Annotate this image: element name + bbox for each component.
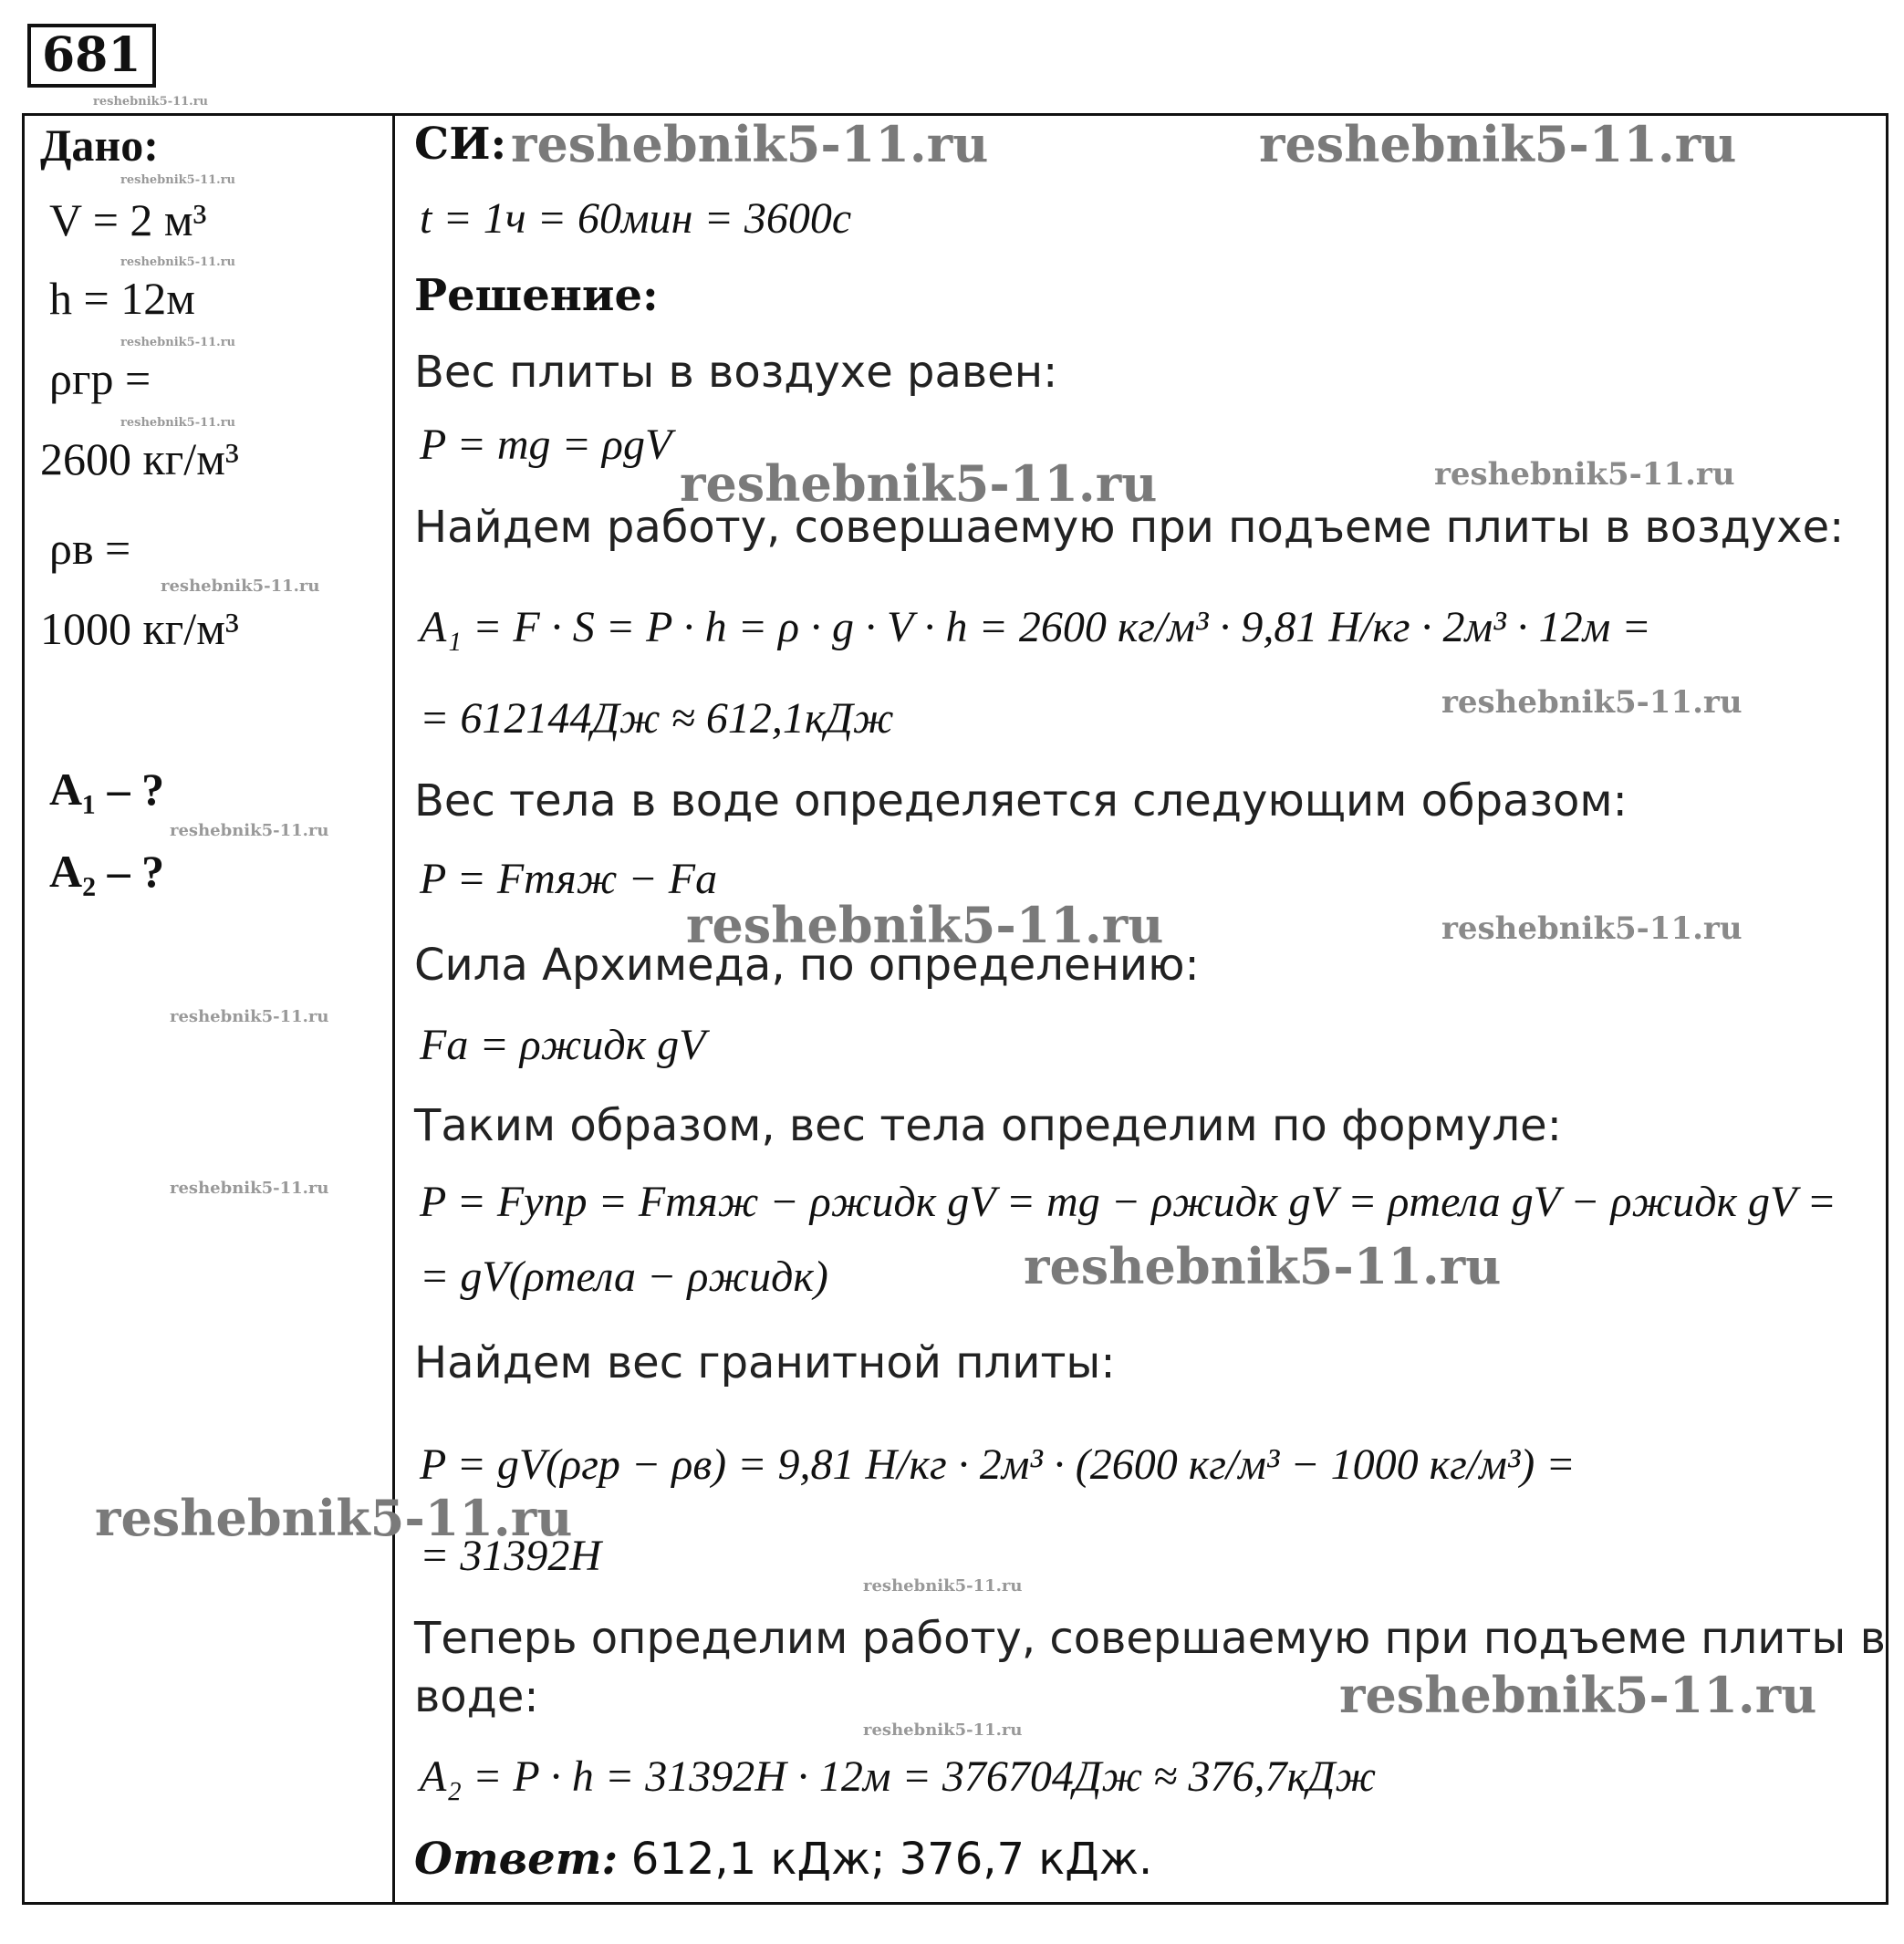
answer	[414, 1834, 1152, 1885]
given-volume: V = 2 м³	[49, 194, 207, 245]
answer-label: Ответ:	[414, 1834, 619, 1885]
watermark: reshebnik5-11.ru	[1441, 910, 1743, 947]
watermark: reshebnik5-11.ru	[1339, 1666, 1817, 1724]
watermark: reshebnik5-11.ru	[1259, 115, 1737, 173]
watermark: reshebnik5-11.ru	[680, 454, 1158, 513]
si-time-conversion: t = 1ч = 60мин = 3600с	[420, 194, 852, 243]
step-weight-in-air: Вес плиты в воздухе равен:	[414, 347, 1058, 398]
step-weight-formula: Таким образом, вес тела определим по формуле:	[414, 1100, 1562, 1151]
given-heading: Дано:	[40, 120, 159, 171]
watermark: reshebnik5-11.ru	[1024, 1237, 1502, 1295]
step-work-in-water-1: Теперь определим работу, совершаемую при подъеме плиты в	[414, 1613, 1886, 1664]
formula-granite-weight: P = gV(ρгр − ρв) = 9,81 Н/кг · 2м³ · (2600 кг/м³ − 1000 кг/м³) =	[420, 1440, 1576, 1489]
formula-archimedes: Fа = ρжидк gV	[420, 1021, 706, 1069]
formula-weight: P = mg = ρgV	[420, 421, 672, 469]
step-granite-weight: Найдем вес гранитной плиты:	[414, 1337, 1116, 1388]
step-weight-in-water: Вес тела в воде определяется следующим образом:	[414, 775, 1628, 826]
unknown-a1: A₁ – ?	[49, 764, 165, 815]
si-heading: СИ:	[414, 119, 507, 170]
watermark: reshebnik5-11.ru	[120, 336, 236, 349]
watermark: reshebnik5-11.ru	[93, 95, 209, 109]
formula-weight-factored: = gV(ρтела − ρжидк)	[420, 1253, 828, 1301]
watermark: reshebnik5-11.ru	[170, 1179, 329, 1198]
given-granite-density-value: 2600 кг/м³	[40, 433, 239, 484]
watermark: reshebnik5-11.ru	[161, 577, 320, 596]
result-granite-weight: = 31392Н	[420, 1532, 602, 1580]
unknown-a2: A₂ – ?	[49, 846, 165, 897]
formula-work-a1: A₁ = F · S = P · h = ρ · g · V · h = 2600 кг/м³ · 9,81 Н/кг · 2м³ · 12м =	[420, 603, 1651, 651]
watermark: reshebnik5-11.ru	[1441, 684, 1743, 721]
watermark: reshebnik5-11.ru	[686, 896, 1164, 954]
watermark: reshebnik5-11.ru	[1434, 456, 1735, 493]
step-work-in-air: Найдем работу, совершаемую при подъеме плиты в воздухе:	[414, 502, 1845, 553]
result-work-a1: = 612144Дж ≈ 612,1кДж	[420, 694, 894, 743]
watermark: reshebnik5-11.ru	[95, 1489, 573, 1547]
given-height: h = 12м	[49, 273, 195, 324]
solution-heading: Решение:	[414, 270, 659, 321]
given-water-density-label: ρв =	[49, 523, 131, 574]
step-archimedes-definition: Сила Архимеда, по определению:	[414, 940, 1200, 991]
watermark: reshebnik5-11.ru	[511, 115, 989, 173]
watermark: reshebnik5-11.ru	[170, 821, 329, 840]
formula-weight-full: P = Fупр = Fтяж − ρжидк gV = mg − ρжидк gV = ρтела gV − ρжидк gV =	[420, 1178, 1836, 1226]
watermark: reshebnik5-11.ru	[120, 255, 236, 269]
watermark: reshebnik5-11.ru	[863, 1720, 1023, 1740]
watermark: reshebnik5-11.ru	[170, 1007, 329, 1026]
formula-weight-in-water: P = Fтяж − Fа	[420, 855, 718, 903]
step-work-in-water-2: воде:	[414, 1671, 539, 1722]
formula-work-a2: A₂ = P · h = 31392Н · 12м = 376704Дж ≈ 376,7кДж	[420, 1752, 1377, 1801]
watermark: reshebnik5-11.ru	[863, 1576, 1023, 1596]
column-divider	[392, 113, 395, 1905]
given-granite-density-label: ρгр =	[49, 353, 151, 404]
answer-text: 612,1 кДж; 376,7 кДж.	[630, 1834, 1153, 1885]
given-water-density-value: 1000 кг/м³	[40, 603, 239, 654]
watermark: reshebnik5-11.ru	[120, 173, 236, 187]
watermark: reshebnik5-11.ru	[120, 416, 236, 430]
problem-number: 681	[27, 24, 156, 88]
